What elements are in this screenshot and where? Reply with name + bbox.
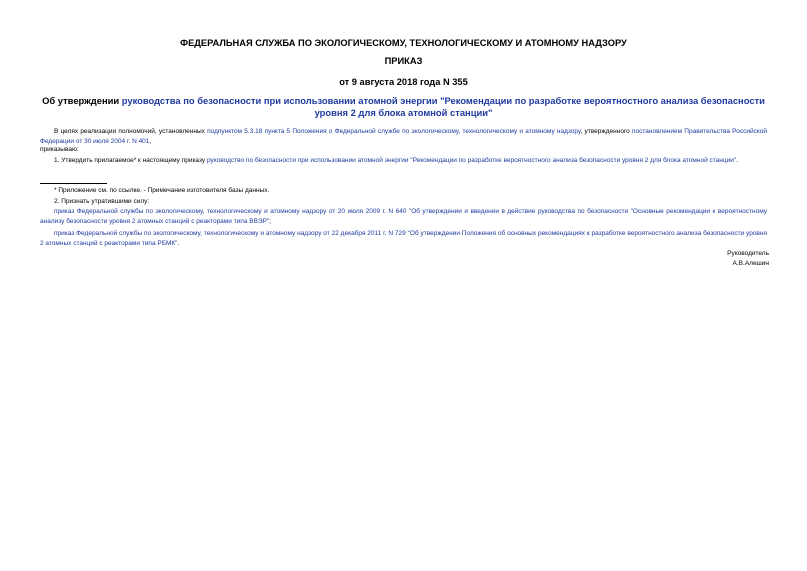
p1-text: В целях реализации полномочий, установленных bbox=[54, 128, 208, 135]
paragraph-order-word: приказываю: bbox=[40, 146, 79, 153]
document-title bbox=[30, 95, 777, 118]
p1-end: , bbox=[149, 137, 152, 145]
p1-link-regulation[interactable]: подпунктом 5.3.18 пункта 5 Положения о Федеральной службе по экологическому, технологическому и атомному надзору bbox=[207, 128, 581, 135]
p5-link-order-640[interactable]: приказ Федеральной службы по экологическому, технологическому и атомному надзору от 20 июля 2009 г. N 640 "Об утверждении и введении в действие руководства по безопасности "Основные рекомендации к вероятностному анализу безопасности уровня 2 атомных станций с реакторами типа ВВЭР" bbox=[40, 208, 767, 225]
footnote-divider bbox=[40, 183, 107, 184]
date-number-heading: от 9 августа 2018 года N 355 bbox=[339, 77, 468, 87]
p3-link-guide[interactable]: руководство по безопасности при использовании атомной энергии "Рекомендации по разработке вероятностного анализа безопасности уровня 2 для блока атомной станции" bbox=[206, 157, 737, 164]
paragraph-repealed-order-729 bbox=[40, 229, 767, 248]
p1-link-decree[interactable]: постановлением Правительства Российской Федерации от 30 июля 2004 г. N 401 bbox=[40, 128, 768, 145]
title-link[interactable]: руководства по безопасности при использовании атомной энергии "Рекомендации по разработке вероятностного анализа безопасности уровня 2 для блока атомной станции" bbox=[121, 95, 765, 118]
paragraph-preamble bbox=[40, 127, 767, 146]
footnote: * Приложение см. по ссылке. - Примечание изготовителя базы данных. bbox=[54, 187, 270, 194]
p1-mid: , утвержденного bbox=[580, 128, 632, 135]
p3-end: . bbox=[736, 157, 738, 164]
p5-end: ; bbox=[269, 217, 272, 225]
doc-type-heading: ПРИКАЗ bbox=[384, 56, 423, 66]
paragraph-repealed-order-640 bbox=[40, 207, 767, 226]
signature-name: А.В.Алешин bbox=[732, 260, 769, 267]
agency-heading: ФЕДЕРАЛЬНАЯ СЛУЖБА ПО ЭКОЛОГИЧЕСКОМУ, ТЕХНОЛОГИЧЕСКОМУ И АТОМНОМУ НАДЗОРУ bbox=[180, 38, 627, 48]
signature-position: Руководитель bbox=[727, 250, 769, 257]
p6-end: . bbox=[177, 239, 180, 247]
p6-link-order-729[interactable]: приказ Федеральной службы по экологическому, технологическому и атомному надзору от 22 декабря 2011 г. N 729 "Об утверждении Положения об основных рекомендациях к разработке вероятностного анализа безопасности уровня 2 атомных станций с реакторами типа РБМК" bbox=[40, 230, 767, 247]
p3-text: 1. Утвердить прилагаемое* к настоящему приказу bbox=[54, 157, 207, 164]
title-prefix: Об утверждении bbox=[42, 95, 122, 106]
paragraph-item-2: 2. Признать утратившими силу: bbox=[54, 198, 150, 205]
paragraph-item-1 bbox=[40, 156, 767, 166]
